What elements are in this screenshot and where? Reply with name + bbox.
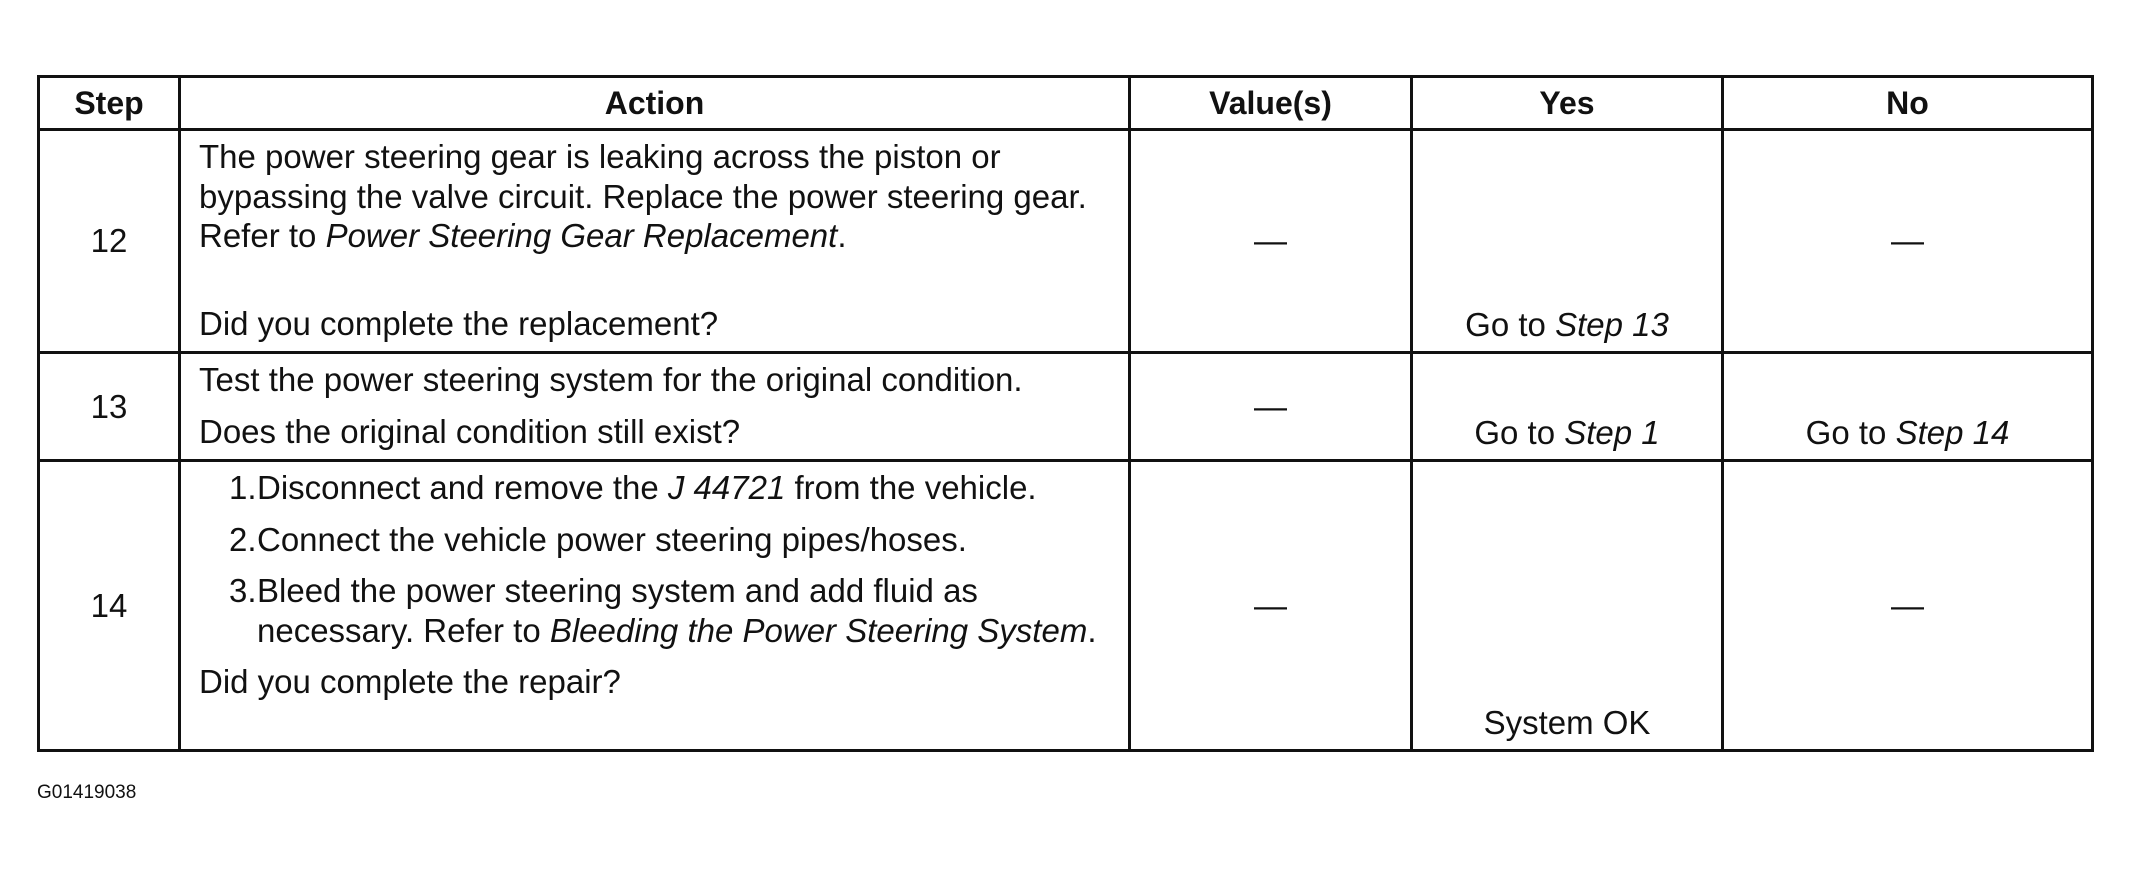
header-step: Step — [39, 77, 180, 130]
step-number: 13 — [39, 353, 180, 461]
action-list — [199, 468, 1116, 650]
yes-cell: System OK — [1412, 461, 1723, 751]
step-reference: Step 13 — [1555, 306, 1669, 344]
action-question: Did you complete the repair? — [199, 663, 621, 701]
header-yes: Yes — [1412, 77, 1723, 130]
step-reference: Step 1 — [1564, 414, 1660, 452]
no-cell: Go to Step 14 — [1723, 353, 2093, 461]
table-row — [39, 130, 2093, 353]
action-cell — [180, 130, 1130, 353]
action-cell — [180, 461, 1130, 751]
table-row — [39, 461, 2093, 751]
header-action: Action — [180, 77, 1130, 130]
step-reference: Step 14 — [1895, 414, 2010, 452]
action-question: Did you complete the replacement? — [199, 304, 719, 342]
action-text: Test the power steering system for the original condition. — [199, 361, 1023, 398]
action-cell — [180, 353, 1130, 461]
step-number: 14 — [39, 461, 180, 751]
table-header-row — [39, 77, 2093, 130]
no-cell: — — [1723, 130, 2093, 353]
list-item: 1. Disconnect and remove the J 44721 from the vehicle. — [229, 469, 1037, 506]
yes-cell: Go to Step 13 — [1412, 130, 1723, 353]
list-item: 3. Bleed the power steering system and add fluid as necessary. Refer to Bleeding the Power Steering System. — [229, 572, 1097, 649]
action-question: Does the original condition still exist? — [199, 412, 741, 450]
yes-cell: Go to Step 1 — [1412, 353, 1723, 461]
diagnostic-table — [37, 75, 2094, 752]
table-row — [39, 353, 2093, 461]
header-values: Value(s) — [1130, 77, 1412, 130]
procedure-reference: Bleeding the Power Steering System — [549, 611, 1088, 649]
procedure-reference: Power Steering Gear Replacement — [325, 217, 838, 255]
tool-reference: J 44721 — [667, 469, 786, 506]
value-cell: — — [1130, 461, 1412, 751]
action-text: The power steering gear is leaking across the piston or bypassing the valve circuit. Replace the power steering gear. Refer to Power Steering Gear Replacement. — [199, 138, 1087, 255]
figure-id: G01419038 — [37, 782, 137, 803]
header-no: No — [1723, 77, 2093, 130]
list-item: 2. Connect the vehicle power steering pipes/hoses. — [229, 520, 967, 558]
value-cell: — — [1130, 353, 1412, 461]
step-number: 12 — [39, 130, 180, 353]
value-cell: — — [1130, 130, 1412, 353]
no-cell: — — [1723, 461, 2093, 751]
